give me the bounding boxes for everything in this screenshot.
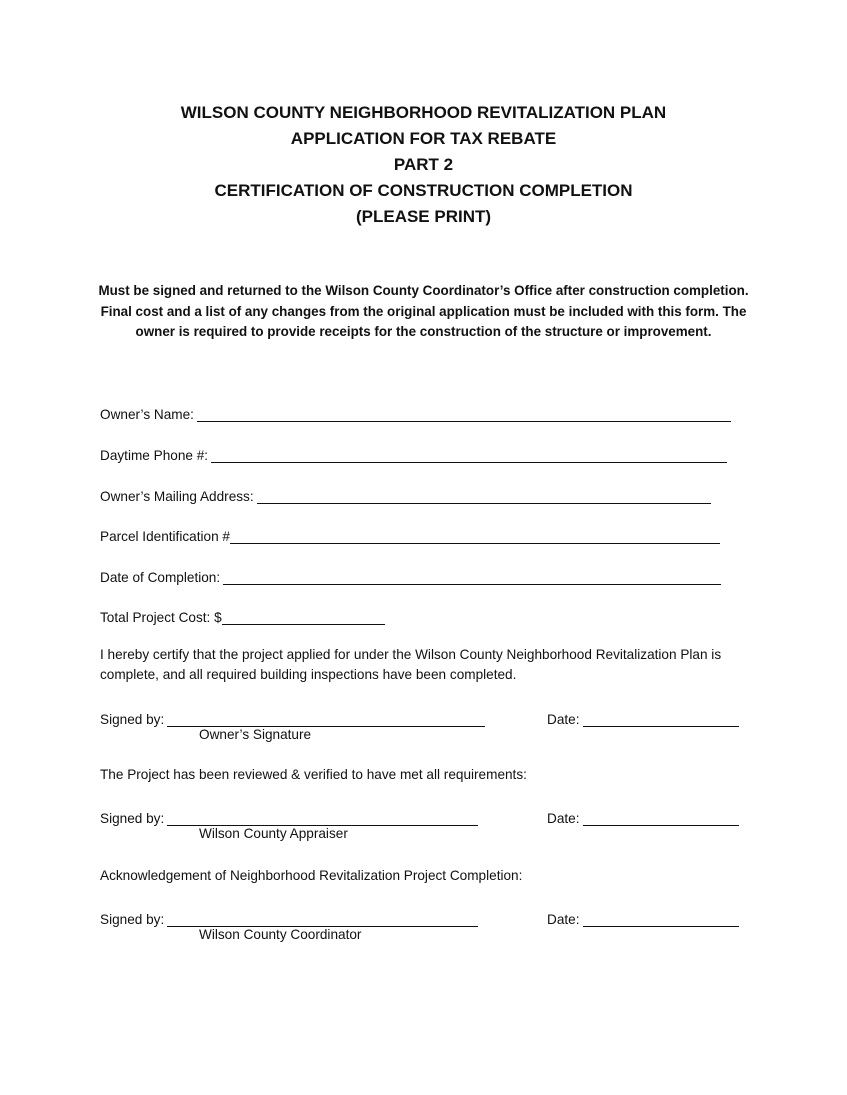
appraiser-signature-row — [100, 804, 745, 826]
owner-signature-row — [100, 705, 745, 727]
review-paragraph: The Project has been reviewed & verified to have met all requirements: — [100, 767, 527, 782]
coordinator-signed-by-label: Signed by: — [100, 912, 165, 927]
mailing-address-label: Owner’s Mailing Address: — [100, 489, 254, 504]
coordinator-signature-line[interactable] — [167, 910, 478, 927]
appraiser-date-label: Date: — [547, 811, 580, 826]
appraiser-signed-by-label: Signed by: — [100, 811, 165, 826]
appraiser-signature-caption: Wilson County Appraiser — [199, 826, 348, 841]
title-line-4: CERTIFICATION OF CONSTRUCTION COMPLETION — [214, 181, 633, 200]
title-line-2: APPLICATION FOR TAX REBATE — [290, 129, 557, 148]
daytime-phone-field — [100, 441, 727, 463]
instructions-paragraph: Must be signed and returned to the Wilson County Coordinator’s Office after construction completion. Final cost and a list of any changes from the original application must be included with this form. The owner is required to provide receipts for the construction of the structure or improvement. — [98, 283, 749, 339]
coordinator-date-label: Date: — [547, 912, 580, 927]
daytime-phone-label: Daytime Phone #: — [100, 448, 209, 463]
owner-signed-by — [100, 710, 485, 727]
total-cost-label: Total Project Cost: $ — [100, 610, 222, 625]
coordinator-signature-caption: Wilson County Coordinator — [199, 927, 362, 942]
mailing-address-field — [100, 482, 711, 504]
appraiser-date — [547, 809, 739, 826]
appraiser-signature-line[interactable] — [167, 809, 478, 826]
daytime-phone-input-line[interactable] — [211, 446, 727, 463]
completion-date-input-line[interactable] — [223, 568, 721, 585]
owner-date — [547, 710, 739, 727]
total-cost-field — [100, 603, 385, 625]
coordinator-signature-row — [100, 905, 745, 927]
mailing-address-input-line[interactable] — [257, 487, 711, 504]
title-line-1: WILSON COUNTY NEIGHBORHOOD REVITALIZATION PLAN — [180, 103, 667, 122]
form-title — [0, 100, 847, 230]
title-line-3: PART 2 — [393, 155, 454, 174]
parcel-id-input-line[interactable] — [230, 527, 720, 544]
parcel-id-label: Parcel Identification # — [100, 529, 230, 544]
certification-paragraph: I hereby certify that the project applied for under the Wilson County Neighborhood Revitalization Plan is complete, and all required building inspections have been completed. — [100, 647, 722, 682]
coordinator-date — [547, 910, 739, 927]
owner-name-label: Owner’s Name: — [100, 407, 194, 422]
owner-date-line[interactable] — [583, 710, 739, 727]
owner-signature-line[interactable] — [167, 710, 485, 727]
completion-date-label: Date of Completion: — [100, 570, 221, 585]
appraiser-signed-by — [100, 809, 478, 826]
total-cost-input-line[interactable] — [222, 608, 385, 625]
coordinator-signed-by — [100, 910, 478, 927]
title-line-5: (PLEASE PRINT) — [355, 207, 492, 226]
owner-name-input-line[interactable] — [197, 405, 731, 422]
owner-signature-caption: Owner’s Signature — [199, 727, 312, 742]
completion-date-field — [100, 563, 721, 585]
coordinator-date-line[interactable] — [583, 910, 739, 927]
owner-date-label: Date: — [547, 712, 580, 727]
parcel-id-field — [100, 522, 720, 544]
owner-signed-by-label: Signed by: — [100, 712, 165, 727]
appraiser-date-line[interactable] — [583, 809, 739, 826]
owner-name-field — [100, 400, 731, 422]
acknowledgement-paragraph: Acknowledgement of Neighborhood Revitalization Project Completion: — [100, 868, 523, 883]
